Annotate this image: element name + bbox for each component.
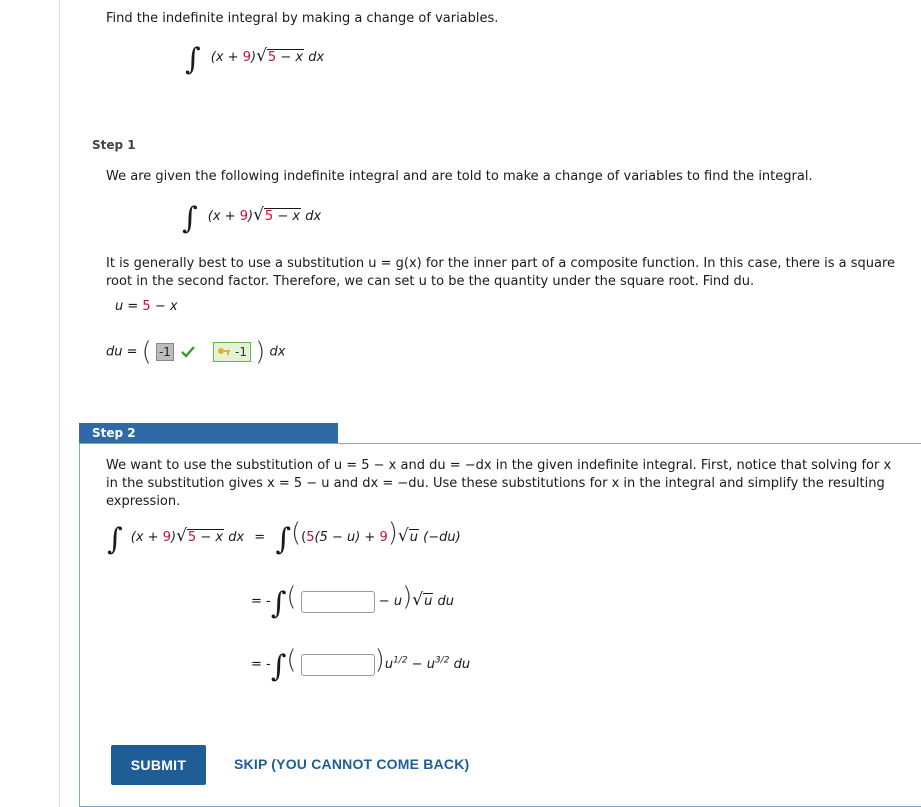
checkmark-icon bbox=[181, 346, 195, 358]
left-margin-rule bbox=[59, 0, 60, 807]
step2-line2: = -∫( − u)√u du bbox=[251, 582, 454, 621]
line2-answer-input[interactable] bbox=[301, 591, 375, 613]
step2-line1: ∫ (x + 9)√5 − x dx = ∫((5(5 − u) + 9)√u (−du) bbox=[107, 518, 461, 557]
step1-intro: We are given the following indefinite integral and are told to make a change of variables to find the integral. bbox=[106, 169, 813, 184]
step1-paragraph: It is generally best to use a substitution u = g(x) for the inner part of a composite function. In this case, there is a square root in the second factor. Therefore, we can set u to be the quantity under the square root. Find du. bbox=[106, 256, 896, 289]
skip-link[interactable]: SKIP (YOU CANNOT COME BACK) bbox=[234, 756, 470, 772]
problem-instruction: Find the indefinite integral by making a change of variables. bbox=[106, 11, 499, 26]
step2-line3: = -∫( )$u^{1/2} - u^{3/2}$ du bbox=[251, 645, 471, 684]
step1-label: Step 1 bbox=[92, 138, 136, 152]
step2-tab: Step 2 bbox=[79, 423, 338, 443]
line3-answer-input[interactable] bbox=[301, 654, 375, 676]
du-answer-submitted: -1 bbox=[156, 343, 174, 361]
step2-paragraph: We want to use the substitution of u = 5 − x and du = −dx in the given indefinite integral. First, notice that solving for x in the substitution gives x = 5 − u and dx = −du. Use these substitutions for x in the integral and simplify the resulting expression. bbox=[106, 458, 892, 509]
u-substitution: u = 5 − x bbox=[115, 299, 178, 314]
du-answer-key[interactable]: -1 bbox=[213, 342, 251, 362]
key-icon bbox=[217, 345, 231, 357]
submit-button[interactable]: SUBMIT bbox=[111, 745, 206, 785]
problem-integral: ∫ (x + 9)√5 − x dx bbox=[185, 42, 325, 77]
du-equation: du = ( -1 -1 ) dx bbox=[106, 337, 286, 367]
step1-integral: ∫ (x + 9)√5 − x dx bbox=[182, 201, 322, 236]
